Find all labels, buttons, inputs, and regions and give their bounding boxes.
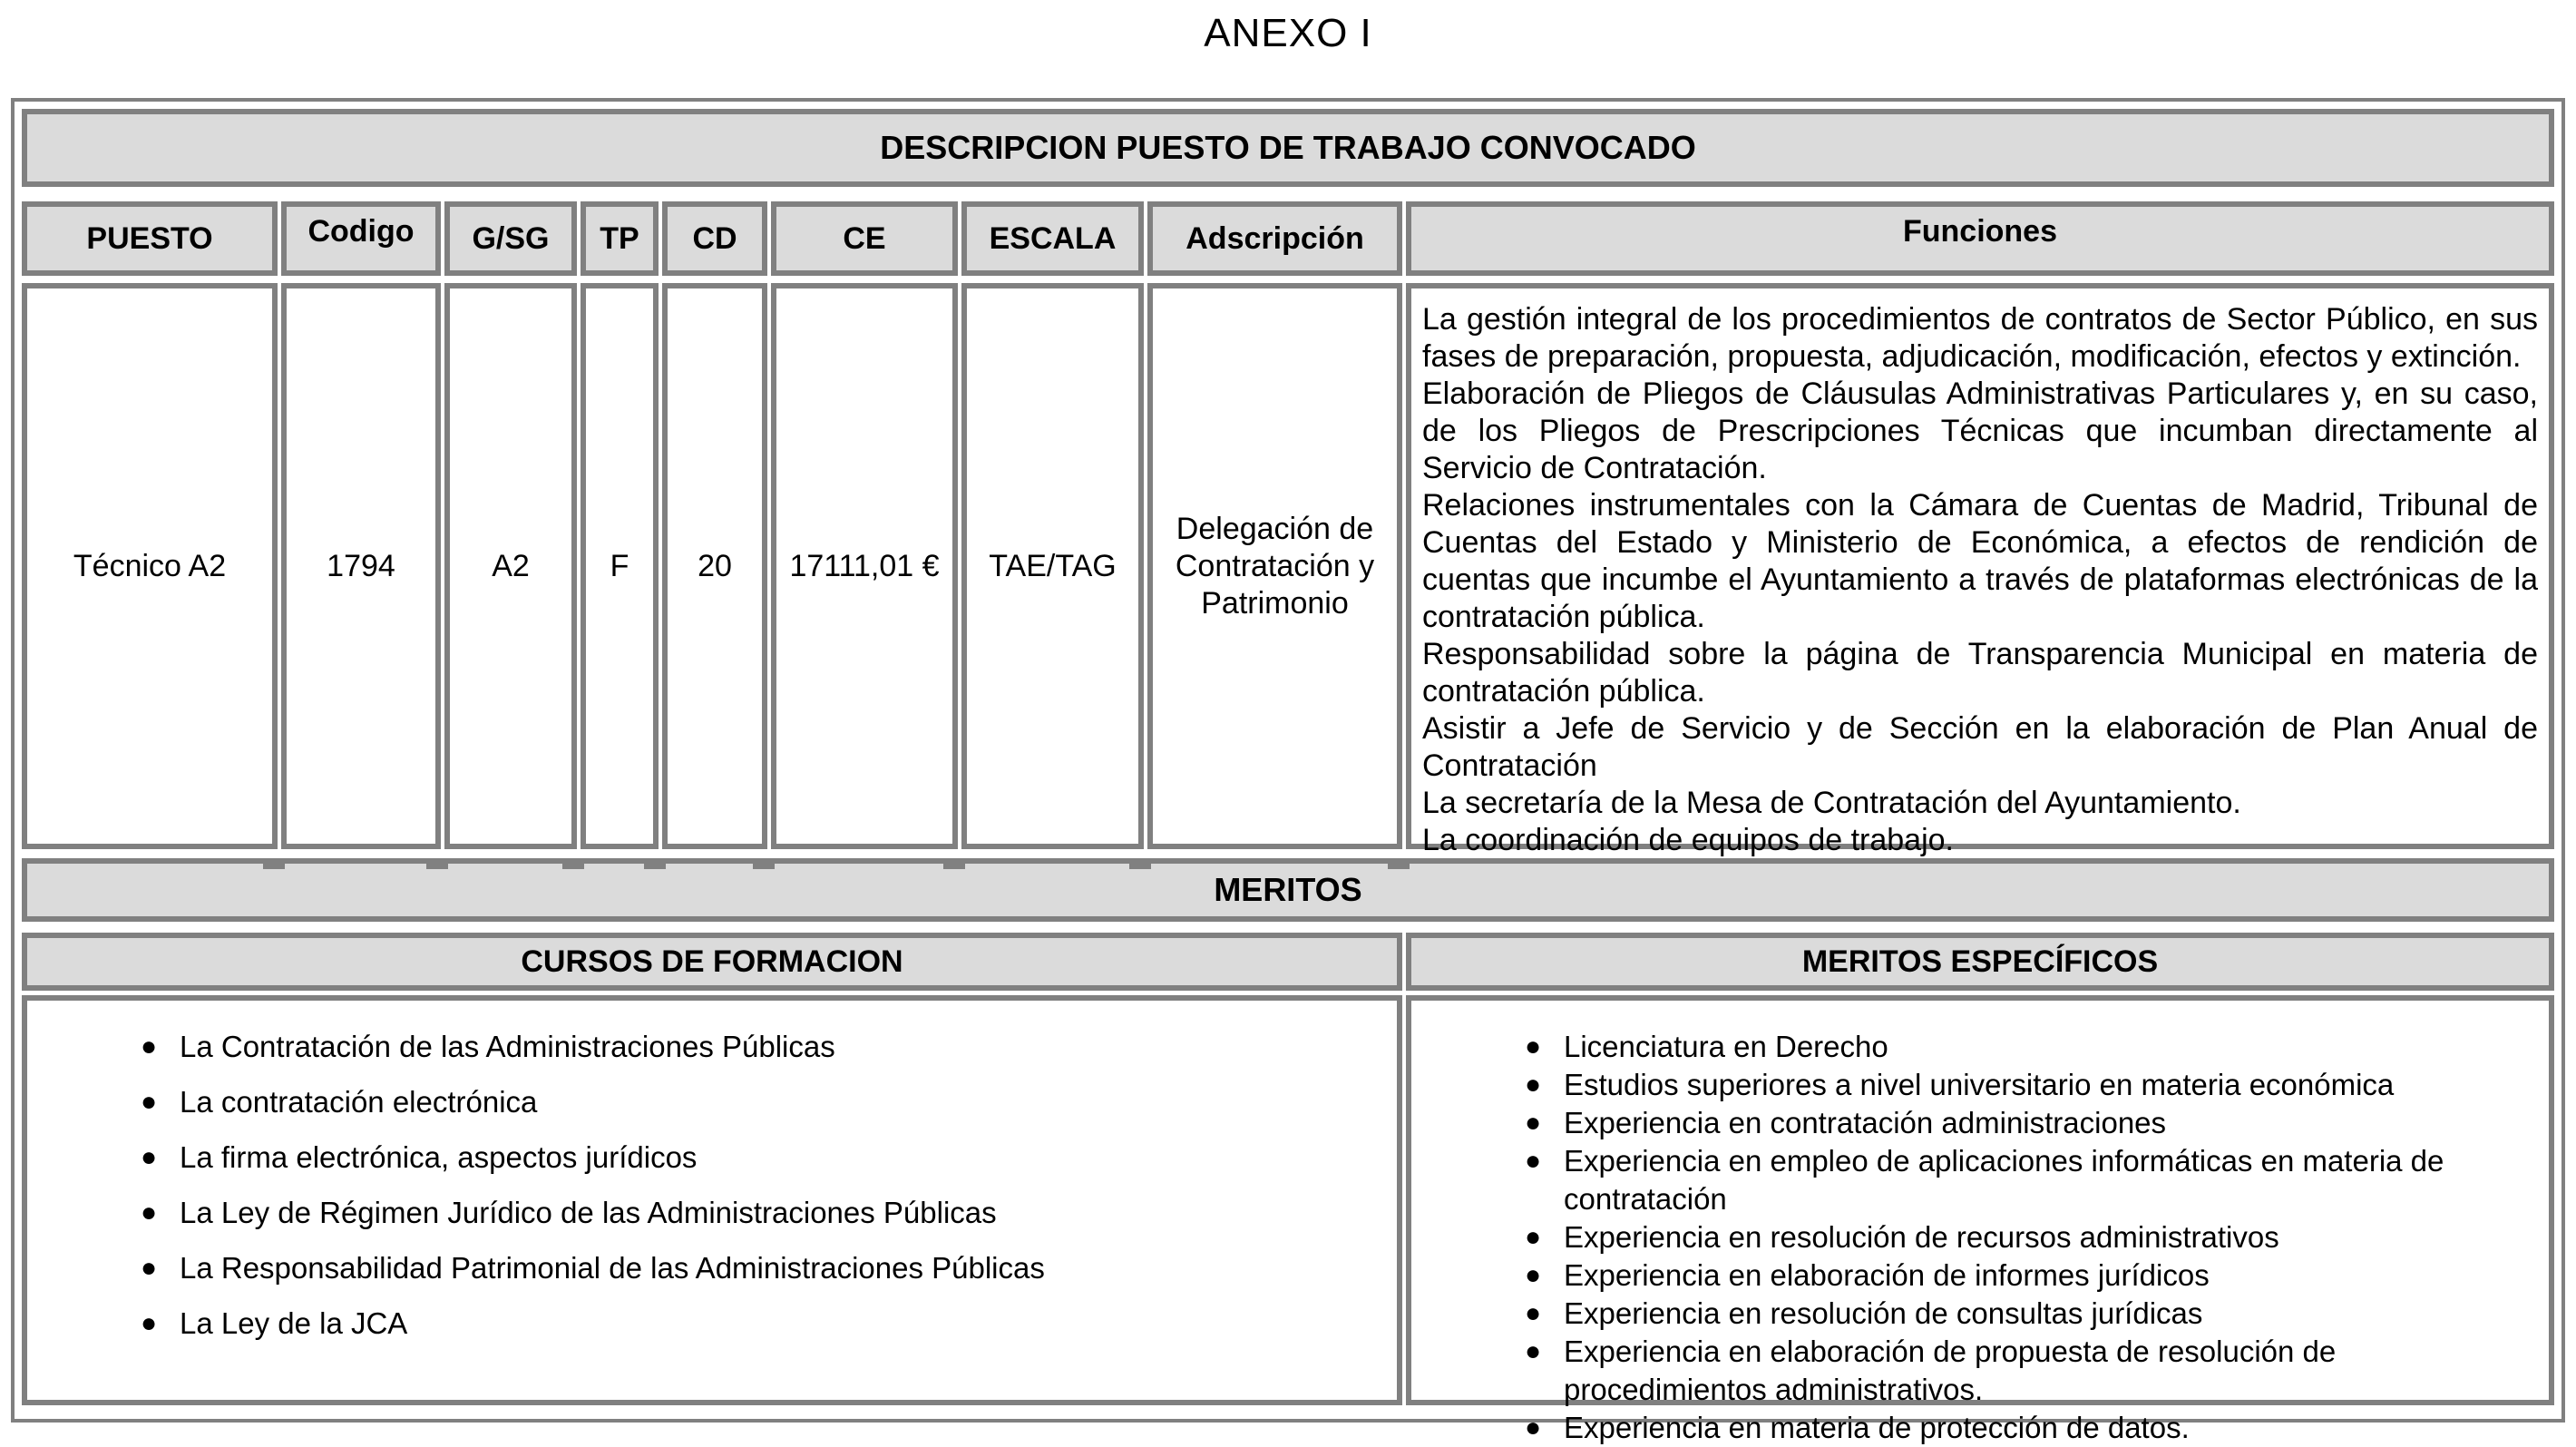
bullet-icon: ● — [1524, 1298, 1542, 1328]
bullet-icon: ● — [140, 1253, 158, 1283]
divider-tick — [1129, 864, 1151, 869]
list-item-text: Experiencia en resolución de consultas jurídicas — [1564, 1296, 2203, 1330]
list-item-text: La Ley de Régimen Jurídico de las Administraciones Públicas — [180, 1196, 997, 1229]
page-title: ANEXO I — [1204, 11, 1372, 55]
table-row — [22, 283, 2554, 857]
list-item — [1502, 1028, 2531, 1066]
column-header-adscripcion: Adscripción — [1147, 201, 1402, 276]
list-item-text: Estudios superiores a nivel universitario en materia económica — [1564, 1068, 2395, 1101]
bullet-icon: ● — [1524, 1070, 1542, 1100]
divider-tick — [644, 864, 666, 869]
meritos-title-text: MERITOS — [1214, 871, 1362, 908]
column-header-tp: TP — [581, 201, 659, 276]
cell-tp: F — [581, 283, 659, 849]
divider-tick — [943, 864, 965, 869]
meritos-especificos-header: MERITOS ESPECÍFICOS — [1406, 933, 2554, 991]
list-item — [1502, 1218, 2531, 1256]
list-item — [118, 1194, 1379, 1232]
cursos-formacion-cell — [22, 995, 1402, 1405]
bullet-icon: ● — [1524, 1108, 1542, 1138]
funciones-paragraph: La gestión integral de los procedimientos de contratos de Sector Público, en sus fases de preparación, propuesta, adjudicación, modificación, efectos y extinción. — [1422, 302, 2538, 374]
bullet-icon: ● — [140, 1308, 158, 1338]
bullet-icon: ● — [140, 1198, 158, 1227]
bullet-icon: ● — [1524, 1146, 1542, 1176]
bullet-icon: ● — [140, 1087, 158, 1117]
list-item-text: Experiencia en elaboración de propuesta de resolución de procedimientos administrativos. — [1564, 1335, 2337, 1406]
divider-tick — [562, 864, 584, 869]
column-header-row — [22, 201, 2554, 276]
list-item-text: La Responsabilidad Patrimonial de las Administraciones Públicas — [180, 1251, 1045, 1285]
funciones-paragraph: Asistir a Jefe de Servicio y de Sección en la elaboración de Plan Anual de Contratación — [1422, 711, 2538, 783]
list-item-text: Experiencia en resolución de recursos administrativos — [1564, 1220, 2279, 1254]
meritos-header-row — [22, 933, 2554, 991]
bullet-icon: ● — [140, 1031, 158, 1061]
cell-funciones — [1406, 283, 2554, 857]
cell-escala: TAE/TAG — [961, 283, 1144, 849]
cursos-list — [45, 1028, 1379, 1343]
list-item — [1502, 1066, 2531, 1104]
list-item — [1502, 1256, 2531, 1295]
column-header-codigo: Codigo — [281, 201, 441, 276]
list-item-text: La Contratación de las Administraciones Públicas — [180, 1030, 835, 1063]
list-item — [118, 1305, 1379, 1343]
cursos-formacion-header: CURSOS DE FORMACION — [22, 933, 1402, 991]
cell-codigo: 1794 — [281, 283, 441, 849]
bullet-icon: ● — [1524, 1222, 1542, 1252]
funciones-paragraph: La secretaría de la Mesa de Contratación del Ayuntamiento. — [1422, 786, 2241, 820]
list-item — [1502, 1409, 2531, 1447]
bullet-icon: ● — [1524, 1260, 1542, 1290]
cell-puesto: Técnico A2 — [22, 283, 278, 849]
divider-tick — [753, 864, 775, 869]
list-item — [1502, 1104, 2531, 1142]
meritos-especificos-list — [1429, 1028, 2531, 1447]
list-item-text: Experiencia en contratación administraciones — [1564, 1106, 2167, 1139]
adscripcion-text: Delegación de Contratación y Patrimonio — [1175, 511, 1375, 621]
bullet-icon: ● — [1524, 1336, 1542, 1366]
funciones-paragraph: Responsabilidad sobre la página de Transparencia Municipal en materia de contratación pública. — [1422, 637, 2538, 709]
meritos-especificos-cell — [1406, 995, 2554, 1444]
bullet-icon: ● — [1524, 1413, 1542, 1442]
cell-cd: 20 — [662, 283, 767, 849]
list-item — [118, 1028, 1379, 1066]
funciones-paragraph: Relaciones instrumentales con la Cámara de Cuentas de Madrid, Tribunal de Cuentas del Estado y Ministerio de Económica, a efectos de rendición de cuentas que incumbe el Ayuntamiento a través de plataformas electrónicas de la contratación pública. — [1422, 488, 2538, 634]
list-item-text: La contratación electrónica — [180, 1085, 538, 1119]
list-item — [1502, 1295, 2531, 1333]
divider-tick — [1388, 864, 1410, 869]
bullet-icon: ● — [140, 1142, 158, 1172]
column-header-escala: ESCALA — [961, 201, 1144, 276]
column-header-funciones: Funciones — [1406, 201, 2554, 276]
bullet-icon: ● — [1524, 1031, 1542, 1061]
list-item-text: Experiencia en elaboración de informes jurídicos — [1564, 1258, 2210, 1292]
list-item — [118, 1249, 1379, 1287]
table-title: DESCRIPCION PUESTO DE TRABAJO CONVOCADO — [22, 109, 2554, 187]
column-header-puesto: PUESTO — [22, 201, 278, 276]
list-item — [118, 1083, 1379, 1121]
cell-gsg: A2 — [444, 283, 577, 849]
funciones-paragraph: La coordinación de equipos de trabajo. — [1422, 823, 1954, 857]
list-item — [1502, 1333, 2531, 1409]
list-item — [1502, 1142, 2531, 1218]
list-item-text: Licenciatura en Derecho — [1564, 1030, 1888, 1063]
list-item — [118, 1139, 1379, 1177]
funciones-paragraph: Elaboración de Pliegos de Cláusulas Administrativas Particulares y, en su caso, de los Pliegos de Prescripciones Técnicas que incumban directamente al Servicio de Contratación. — [1422, 376, 2538, 485]
divider-tick — [263, 864, 285, 869]
list-item-text: Experiencia en materia de protección de datos. — [1564, 1411, 2190, 1444]
column-header-ce: CE — [771, 201, 958, 276]
meritos-section-title — [22, 858, 2554, 922]
column-header-gsg: G/SG — [444, 201, 577, 276]
cell-adscripcion — [1147, 283, 1402, 849]
list-item-text: La firma electrónica, aspectos jurídicos — [180, 1140, 698, 1174]
column-header-cd: CD — [662, 201, 767, 276]
list-item-text: Experiencia en empleo de aplicaciones informáticas en materia de contratación — [1564, 1144, 2444, 1216]
meritos-content-row — [22, 995, 2554, 1444]
cell-ce: 17111,01 € — [771, 283, 958, 849]
list-item-text: La Ley de la JCA — [180, 1306, 408, 1340]
job-description-table — [11, 98, 2565, 1444]
divider-tick — [426, 864, 448, 869]
